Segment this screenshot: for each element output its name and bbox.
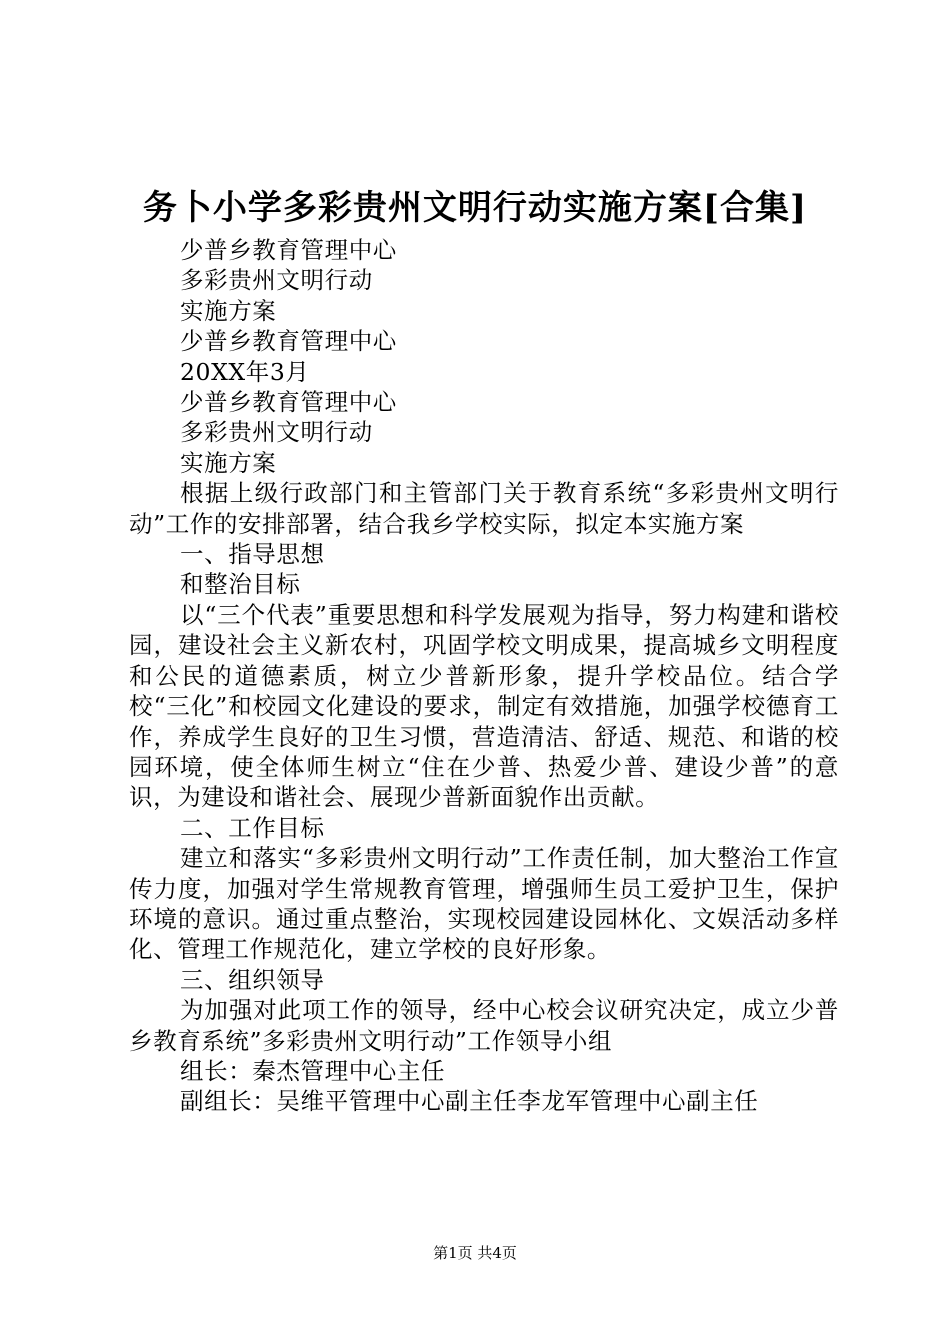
paragraph: 建立和落实“多彩贵州文明行动”工作责任制，加大整治工作宣传力度，加强对学生常规教育管理，增强师生员工爱护卫生，保护环境的意识。通过重点整治，实现校园建设园林化、文娱活动多样化、管理工作规范化，建立学校的良好形象。 bbox=[129, 844, 839, 964]
paragraph: 实施方案 bbox=[180, 296, 277, 325]
paragraph: 实施方案 bbox=[180, 448, 277, 477]
paragraph: 多彩贵州文明行动 bbox=[180, 418, 373, 447]
section-heading: 一、指导思想 bbox=[180, 540, 325, 569]
section-heading: 和整治目标 bbox=[180, 570, 301, 599]
page-number: 第1页 共4页 bbox=[433, 1244, 517, 1262]
paragraph: 20XX年3月 bbox=[180, 357, 310, 386]
section-heading: 二、工作目标 bbox=[180, 813, 325, 842]
paragraph: 组长：秦杰管理中心主任 bbox=[180, 1056, 446, 1085]
document-title: 务卜小学多彩贵州文明行动实施方案[合集] bbox=[142, 188, 808, 228]
paragraph: 为加强对此项工作的领导，经中心校会议研究决定，成立少普乡教育系统”多彩贵州文明行动”工作领导小组 bbox=[129, 996, 839, 1055]
paragraph: 根据上级行政部门和主管部门关于教育系统“多彩贵州文明行动”工作的安排部署，结合我乡学校实际，拟定本实施方案 bbox=[129, 479, 839, 538]
document-body bbox=[129, 235, 839, 1117]
paragraph: 少普乡教育管理中心 bbox=[180, 388, 397, 417]
paragraph: 以“三个代表”重要思想和科学发展观为指导，努力构建和谐校园，建设社会主义新农村，巩固学校文明成果，提高城乡文明程度和公民的道德素质，树立少普新形象，提升学校品位。结合学校“三化”和校园文化建设的要求，制定有效措施，加强学校德育工作，养成学生良好的卫生习惯，营造清洁、舒适、规范、和谐的校园环境，使全体师生树立“住在少普、热爱少普、建设少普”的意识，为建设和谐社会、展现少普新面貌作出贡献。 bbox=[129, 600, 839, 812]
section-heading: 三、组织领导 bbox=[180, 965, 325, 994]
paragraph: 少普乡教育管理中心 bbox=[180, 236, 397, 264]
paragraph: 少普乡教育管理中心 bbox=[180, 327, 397, 356]
paragraph: 多彩贵州文明行动 bbox=[180, 266, 373, 295]
paragraph: 副组长：吴维平管理中心副主任李龙军管理中心副主任 bbox=[180, 1087, 759, 1116]
